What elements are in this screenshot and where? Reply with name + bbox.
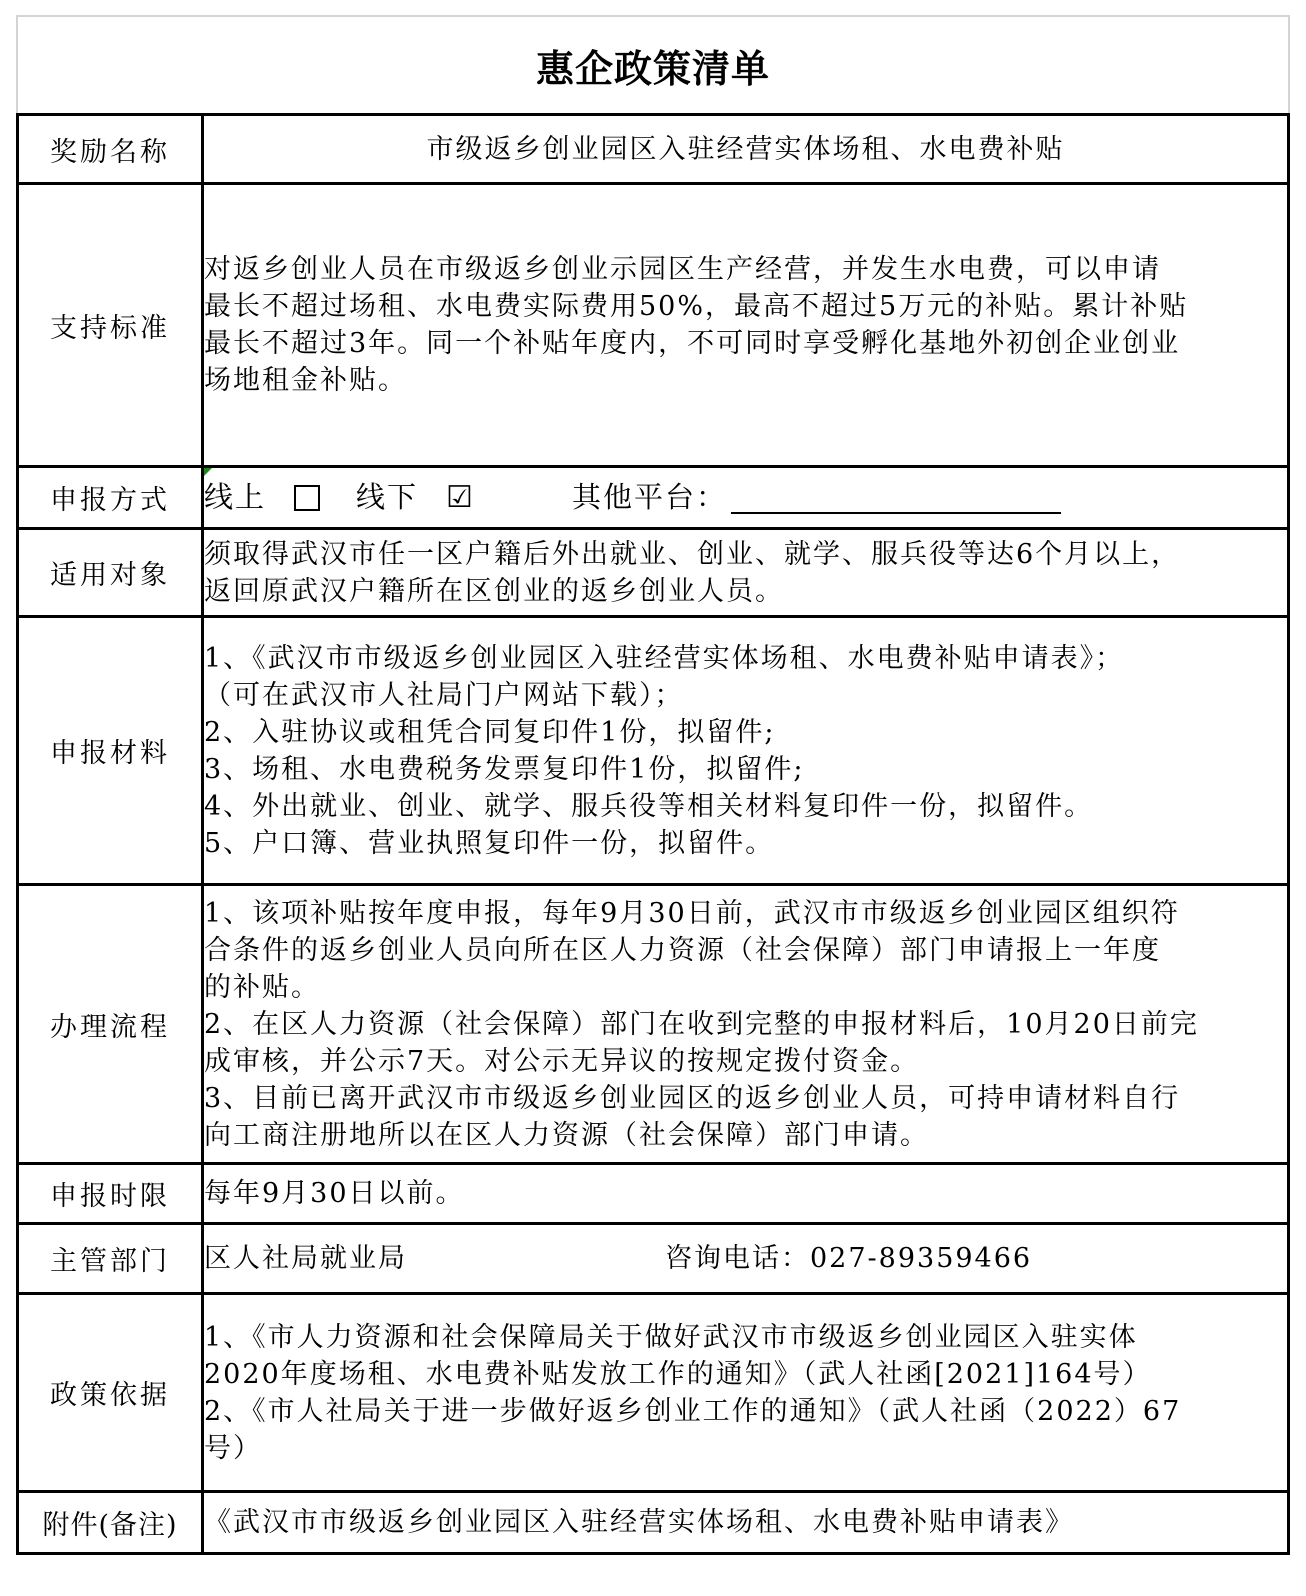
text-line: 对返乡创业人员在市级返乡创业示园区生产经营，并发生水电费，可以申请 (204, 254, 1161, 285)
text-line: 须取得武汉市任一区户籍后外出就业、创业、就学、服兵役等达6个月以上， (204, 538, 1181, 570)
label-process: 办理流程 (18, 885, 203, 1164)
value-apply-method (203, 467, 1289, 529)
label-materials: 申报材料 (18, 617, 203, 885)
text-line: 向工商注册地所以在区人力资源（社会保障）部门申请。 (204, 1119, 929, 1151)
list-item: 5、户口簿、营业执照复印件一份，拟留件。 (204, 827, 775, 859)
label-attachment: 附件(备注) (18, 1492, 203, 1554)
online-checkbox[interactable] (294, 485, 320, 511)
text-line: 返回原武汉户籍所在区创业的返乡创业人员。 (204, 575, 784, 607)
label-apply-method: 申报方式 (18, 467, 203, 529)
value-basis (203, 1294, 1289, 1492)
policy-table (16, 113, 1290, 1555)
label-target: 适用对象 (18, 529, 203, 617)
value-reward-name: 市级返乡创业园区入驻经营实体场租、水电费补贴 (203, 115, 1289, 184)
text-line: 场地租金补贴。 (204, 365, 407, 396)
value-attachment: 《武汉市市级返乡创业园区入驻经营实体场租、水电费补贴申请表》 (203, 1492, 1289, 1554)
list-item: 3、场租、水电费税务发票复印件1份，拟留件; (204, 753, 805, 785)
text-line: 最长不超过3年。同一个补贴年度内，不可同时享受孵化基地外初创企业创业 (204, 328, 1181, 359)
list-item: （可在武汉市人社局门户网站下载）； (204, 679, 684, 711)
page-title: 惠企政策清单 (535, 46, 770, 91)
text-line: 合条件的返乡创业人员向所在区人力资源（社会保障）部门申请报上一年度 (204, 934, 1161, 966)
text-line: 最长不超过场租、水电费实际费用50%，最高不超过5万元的补贴。累计补贴 (204, 291, 1189, 322)
text-line: 1、《市人力资源和社会保障局关于做好武汉市市级返乡创业园区入驻实体 (204, 1321, 1138, 1353)
department-name: 区人社局就业局 (204, 1243, 407, 1274)
list-item: 4、外出就业、创业、就学、服兵役等相关材料复印件一份，拟留件。 (204, 790, 1094, 822)
other-platform-blank[interactable] (731, 482, 1061, 514)
row-attachment (18, 1492, 1289, 1554)
value-support-standard (203, 184, 1289, 467)
row-process (18, 885, 1289, 1164)
text-line: 号） (204, 1432, 262, 1464)
list-item: 1、《武汉市市级返乡创业园区入驻经营实体场租、水电费补贴申请表》； (204, 642, 1125, 674)
text-line: 2、《市人社局关于进一步做好返乡创业工作的通知》（武人社函（2022）67 (204, 1395, 1182, 1427)
row-reward-name (18, 115, 1289, 184)
list-item: 2、入驻协议或租凭合同复印件1份，拟留件; (204, 716, 776, 748)
label-department: 主管部门 (18, 1224, 203, 1294)
online-label: 线上 (204, 480, 267, 514)
other-platform-label: 其他平台： (572, 480, 728, 514)
row-support-standard (18, 184, 1289, 467)
title-box (16, 15, 1290, 113)
offline-checkbox[interactable]: ☑ (446, 479, 475, 515)
value-process (203, 885, 1289, 1164)
row-deadline (18, 1164, 1289, 1224)
row-basis (18, 1294, 1289, 1492)
row-materials (18, 617, 1289, 885)
consult-phone: 咨询电话：027-89359466 (665, 1243, 1033, 1274)
value-deadline: 每年9月30日以前。 (203, 1164, 1289, 1224)
label-deadline: 申报时限 (18, 1164, 203, 1224)
row-target (18, 529, 1289, 617)
text-line: 成审核，并公示7天。对公示无异议的按规定拨付资金。 (204, 1045, 920, 1077)
value-department (203, 1224, 1289, 1294)
label-basis: 政策依据 (18, 1294, 203, 1492)
label-support-standard: 支持标准 (18, 184, 203, 467)
text-line: 2、在区人力资源（社会保障）部门在收到完整的申报材料后，10月20日前完 (204, 1008, 1199, 1040)
row-apply-method (18, 467, 1289, 529)
offline-label: 线下 (356, 480, 419, 514)
label-reward-name: 奖励名称 (18, 115, 203, 184)
row-department (18, 1224, 1289, 1294)
text-line: 1、该项补贴按年度申报，每年9月30日前，武汉市市级返乡创业园区组织符 (204, 897, 1180, 929)
cell-marker-icon (204, 468, 212, 476)
value-target (203, 529, 1289, 617)
text-line: 2020年度场租、水电费补贴发放工作的通知》（武人社函[2021]164号） (204, 1358, 1152, 1390)
text-line: 的补贴。 (204, 971, 320, 1003)
value-materials (203, 617, 1289, 885)
text-line: 3、目前已离开武汉市市级返乡创业园区的返乡创业人员，可持申请材料自行 (204, 1082, 1181, 1114)
